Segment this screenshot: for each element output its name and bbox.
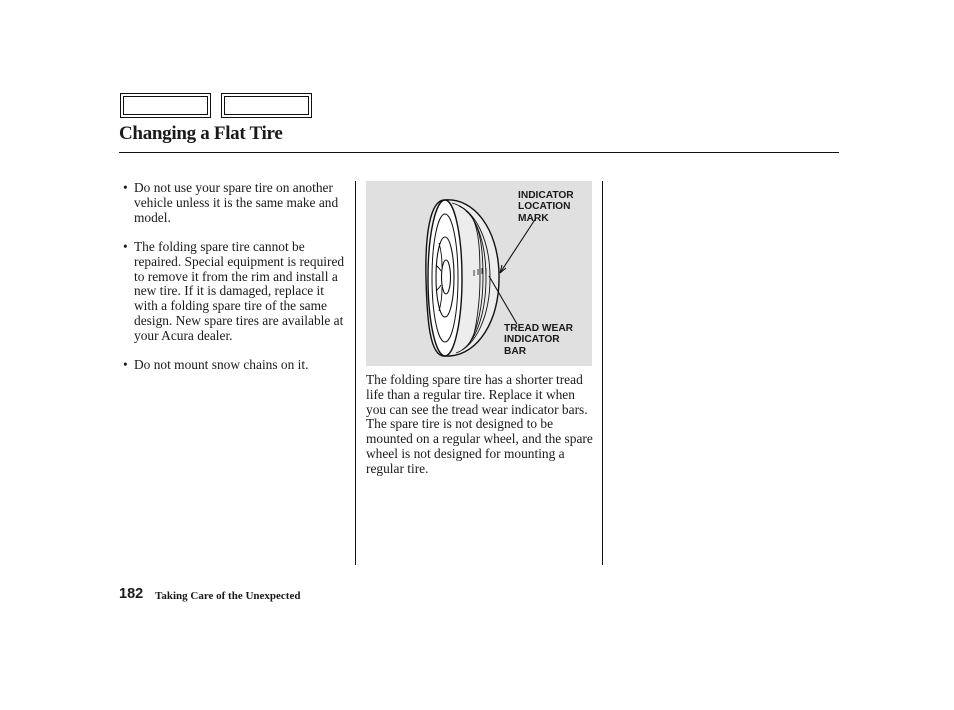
tire-sidewall [428,200,462,356]
caution-list [122,181,348,388]
indicator-location-mark-label: INDICATOR LOCATION MARK [518,190,574,224]
tread-wear-indicator-bar-label: TREAD WEAR INDICATOR BAR [504,323,574,357]
leader-line-top [500,218,536,273]
list-item: • Do not mount snow chains on it. [122,358,348,373]
section-title: Taking Care of the Unexpected [155,590,301,602]
column-divider-left [355,181,356,565]
page-title: Changing a Flat Tire [119,123,283,144]
nav-tab-box-2[interactable] [221,93,312,118]
list-item: • The folding spare tire cannot be repaired. Special equipment is required to remove it from the rim and install a new tire. If it is damaged, replace it with a folding spare tire of the same design. New spare tires are available at your Acura dealer. [122,240,348,344]
column-divider-right [602,181,603,565]
title-divider [119,152,839,153]
nav-tab-box-1[interactable] [120,93,211,118]
spare-tire-paragraph: The folding spare tire has a shorter tread life than a regular tire. Replace it when you can see the tread wear indicator bars. The spare tire is not designed to be mounted on a regular wheel, and the spare wheel is not designed for mounting a regular tire. [366,372,593,476]
page-number: 182 [119,586,144,602]
list-item: • Do not use your spare tire on another vehicle unless it is the same make and model. [122,181,348,225]
tire-illustration [366,181,592,366]
